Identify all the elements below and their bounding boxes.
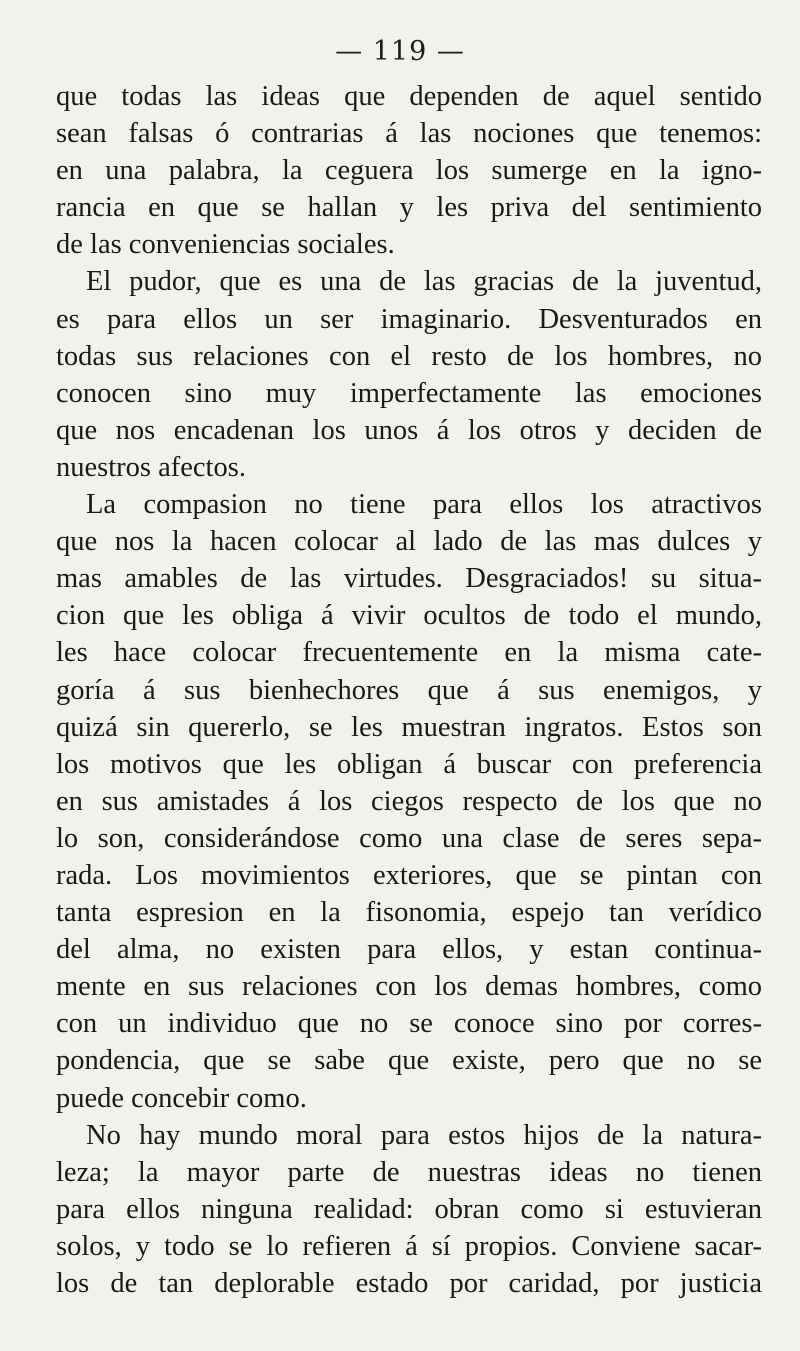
text-line: en sus amistades á los ciegos respecto de los que no [56, 785, 762, 817]
text-line: del alma, no existen para ellos, y estan continua- [56, 934, 762, 966]
text-line: para ellos ninguna realidad: obran como si estuvieran [56, 1193, 762, 1225]
text-line: de las conveniencias sociales. [56, 229, 395, 261]
text-line: El pudor, que es una de las gracias de la juventud, [86, 266, 762, 298]
text-line: lo son, considerándose como una clase de seres sepa- [56, 822, 762, 854]
text-line: es para ellos un ser imaginario. Desventurados en [56, 303, 762, 335]
text-line: con un individuo que no se conoce sino por corres- [56, 1008, 762, 1040]
text-line: en una palabra, la ceguera los sumerge en la igno- [56, 155, 762, 187]
text-line: goría á sus bienhechores que á sus enemigos, y [56, 674, 762, 706]
body-text [56, 78, 762, 1302]
text-line: cion que les obliga á vivir ocultos de todo el mundo, [56, 600, 762, 632]
text-line: que nos la hacen colocar al lado de las mas dulces y [56, 526, 762, 558]
text-line: que todas las ideas que dependen de aquel sentido [56, 81, 762, 112]
text-line: quizá sin quererlo, se les muestran ingratos. Estos son [56, 711, 762, 743]
page-number: — 119 — [335, 36, 465, 67]
text-line: que nos encadenan los unos á los otros y deciden de [56, 414, 762, 446]
text-line: sean falsas ó contrarias á las nociones que tenemos: [56, 118, 762, 150]
text-line: nuestros afectos. [56, 451, 246, 483]
text-line: tanta espresion en la fisonomia, espejo tan verídico [56, 897, 762, 929]
text-line: mas amables de las virtudes. Desgraciados! su situa- [56, 563, 762, 595]
text-line: les hace colocar frecuentemente en la misma cate- [56, 637, 762, 669]
text-line: conocen sino muy imperfectamente las emociones [56, 377, 762, 409]
text-line: La compasion no tiene para ellos los atractivos [86, 489, 762, 521]
text-line: los motivos que les obligan á buscar con preferencia [56, 748, 762, 780]
text-line: rada. Los movimientos exteriores, que se pintan con [56, 859, 762, 891]
text-line: puede concebir como. [56, 1082, 307, 1114]
text-line: No hay mundo moral para estos hijos de la natura- [86, 1119, 762, 1151]
text-line: los de tan deplorable estado por caridad, por justicia [56, 1268, 762, 1299]
text-line: leza; la mayor parte de nuestras ideas no tienen [56, 1156, 762, 1188]
text-line: rancia en que se hallan y les priva del sentimiento [56, 192, 762, 224]
text-line: todas sus relaciones con el resto de los hombres, no [56, 340, 762, 372]
text-line: pondencia, que se sabe que existe, pero que no se [56, 1045, 762, 1077]
text-line: solos, y todo se lo refieren á sí propios. Conviene sacar- [56, 1230, 762, 1262]
text-line: mente en sus relaciones con los demas hombres, como [56, 971, 762, 1003]
